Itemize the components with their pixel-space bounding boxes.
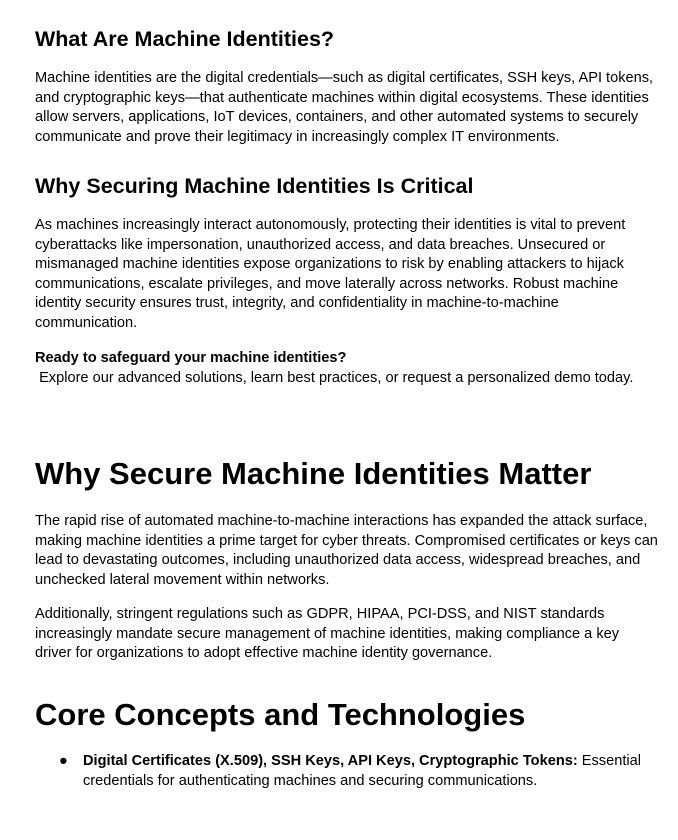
list-item <box>35 752 655 791</box>
bullet-icon: ● <box>59 753 68 769</box>
paragraph-what-are-machine-identities: Machine identities are the digital credentials—such as digital certificates, SSH keys, API tokens, and cryptographic keys—that authenticate machines within digital ecosystems. These identities allow servers, applications, IoT devices, containers, and other automated systems to securely communicate and prove their legitimacy in increasingly complex IT environments. <box>35 70 654 145</box>
core-concepts-list <box>35 752 655 791</box>
heading-core-concepts: Core Concepts and Technologies <box>35 697 526 732</box>
heading-why-secure-matter: Why Secure Machine Identities Matter <box>35 456 592 491</box>
list-item-lead: Digital Certificates (X.509), SSH Keys, API Keys, Cryptographic Tokens: <box>83 753 578 769</box>
cta-title: Ready to safeguard your machine identities? <box>35 350 347 366</box>
heading-why-securing-critical: Why Securing Machine Identities Is Critical <box>35 174 474 198</box>
heading-what-are-machine-identities: What Are Machine Identities? <box>35 27 335 51</box>
paragraph-why-matter-2: Additionally, stringent regulations such as GDPR, HIPAA, PCI-DSS, and NIST standards increasingly mandate secure management of machine identities, making compliance a key driver for organizations to adopt effective machine identity governance. <box>35 606 620 662</box>
list-item-text: Essential credentials for authenticating machines and securing communications. <box>83 753 641 789</box>
paragraph-why-matter-1: The rapid rise of automated machine-to-machine interactions has expanded the attack surface, making machine identities a prime target for cyber threats. Compromised certificates or keys can lead to devastating outcomes, including unauthorized data access, widespread breaches, and unchecked lateral movement within networks. <box>35 513 658 588</box>
cta-body: Explore our advanced solutions, learn best practices, or request a personalized demo today. <box>35 370 634 386</box>
paragraph-why-securing-critical: As machines increasingly interact autonomously, protecting their identities is vital to prevent cyberattacks like impersonation, unauthorized access, and data breaches. Unsecured or mismanaged machine identities expose organizations to risk by enabling attackers to hijack communications, escalate privileges, and move laterally across networks. Robust machine identity security ensures trust, integrity, and confidentiality in machine-to-machine communication. <box>35 217 626 331</box>
